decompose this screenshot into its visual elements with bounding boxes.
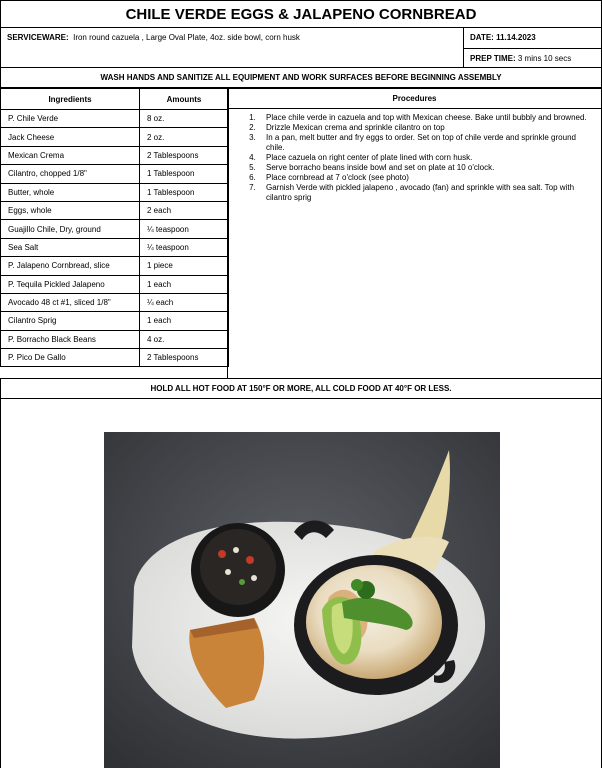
ingredient-name: P. Pico De Gallo bbox=[1, 349, 140, 367]
date-box bbox=[463, 28, 602, 68]
procedure-step: 7. Garnish Verde with pickled jalapeno , avocado (fan) and sprinkle with sea salt. Top with cilantro sprig bbox=[258, 183, 593, 203]
ingredient-amount: 1 piece bbox=[140, 257, 229, 275]
date: DATE: 11.14.2023 bbox=[470, 33, 536, 42]
pico-piece bbox=[246, 556, 254, 564]
ingredient-row bbox=[1, 275, 229, 293]
ingredient-amount: 2 Tablespoons bbox=[140, 349, 229, 367]
procedure-step: 1. Place chile verde in cazuela and top with Mexican cheese. Bake until bubbly and browned. bbox=[258, 113, 593, 123]
cheese-crumb bbox=[233, 547, 239, 553]
ingredient-row bbox=[1, 330, 229, 348]
ingredient-row bbox=[1, 183, 229, 201]
ingredient-amount: ¼ each bbox=[140, 293, 229, 311]
dish-photo bbox=[104, 432, 500, 768]
ingredients-header-row bbox=[1, 89, 229, 110]
ingredient-amount: 1 each bbox=[140, 312, 229, 330]
cheese-crumb bbox=[225, 569, 231, 575]
ingredient-name: Jack Cheese bbox=[1, 128, 140, 146]
procedure-step: 2. Drizzle Mexican crema and sprinkle cilantro on top bbox=[258, 123, 593, 133]
ingredient-amount: ¼ teaspoon bbox=[140, 238, 229, 256]
prep-time bbox=[464, 48, 602, 63]
ingredients-table bbox=[0, 88, 229, 367]
ingredient-amount: 2 Tablespoons bbox=[140, 146, 229, 164]
pico-piece bbox=[218, 550, 226, 558]
serviceware bbox=[7, 33, 300, 42]
ingredient-row bbox=[1, 312, 229, 330]
ingredient-row bbox=[1, 110, 229, 128]
ingredient-row bbox=[1, 238, 229, 256]
ingredient-name: P. Borracho Black Beans bbox=[1, 330, 140, 348]
procedure-step: 5. Serve borracho beans inside bowl and set on plate at 10 o'clock. bbox=[258, 163, 593, 173]
ingredients-header: Ingredients bbox=[1, 89, 140, 110]
prep-time-value: 3 mins 10 secs bbox=[517, 54, 572, 63]
ingredient-row bbox=[1, 201, 229, 219]
ingredient-row bbox=[1, 349, 229, 367]
procedure-step: 4. Place cazuela on right center of plate lined with corn husk. bbox=[258, 153, 593, 163]
ingredient-name: P. Jalapeno Cornbread, slice bbox=[1, 257, 140, 275]
ingredient-name: Eggs, whole bbox=[1, 201, 140, 219]
serviceware-value: Iron round cazuela , Large Oval Plate, 4oz. side bowl, corn husk bbox=[73, 33, 300, 42]
ingredient-amount: 8 oz. bbox=[140, 110, 229, 128]
ingredient-amount: 1 each bbox=[140, 275, 229, 293]
ingredient-name: Sea Salt bbox=[1, 238, 140, 256]
cilantro-bit bbox=[239, 579, 245, 585]
ingredient-amount: 2 oz. bbox=[140, 128, 229, 146]
procedure-step: 6. Place cornbread at 7 o'clock (see photo) bbox=[258, 173, 593, 183]
ingredient-row bbox=[1, 257, 229, 275]
procedure-step: 3. In a pan, melt butter and fry eggs to order. Set on top of chile verde and sprinkle ground chile. bbox=[258, 133, 593, 153]
ingredient-amount: 1 Tablespoon bbox=[140, 183, 229, 201]
wash-notice: WASH HANDS AND SANITIZE ALL EQUIPMENT AND WORK SURFACES BEFORE BEGINNING ASSEMBLY bbox=[0, 67, 602, 88]
procedures-panel bbox=[227, 108, 602, 379]
ingredient-name: Avocado 48 ct #1, sliced 1/8" bbox=[1, 293, 140, 311]
ingredient-name: Mexican Crema bbox=[1, 146, 140, 164]
ingredient-amount: 2 each bbox=[140, 201, 229, 219]
ingredient-name: Guajillo Chile, Dry, ground bbox=[1, 220, 140, 238]
ingredient-name: Cilantro Sprig bbox=[1, 312, 140, 330]
hold-notice: HOLD ALL HOT FOOD AT 150°F OR MORE, ALL COLD FOOD AT 40°F OR LESS. bbox=[0, 378, 602, 399]
ingredient-row bbox=[1, 146, 229, 164]
ingredient-row bbox=[1, 293, 229, 311]
procedures-list bbox=[228, 108, 601, 203]
ingredient-name: Butter, whole bbox=[1, 183, 140, 201]
cheese-crumb bbox=[251, 575, 257, 581]
ingredient-amount: 4 oz. bbox=[140, 330, 229, 348]
ingredient-amount: ¼ teaspoon bbox=[140, 220, 229, 238]
ingredients-body bbox=[1, 110, 229, 367]
procedures-header: Procedures bbox=[227, 88, 602, 109]
ingredient-name: P. Tequila Pickled Jalapeno bbox=[1, 275, 140, 293]
cilantro-leaf bbox=[351, 579, 363, 591]
prep-time-label: PREP TIME: bbox=[470, 54, 516, 63]
ingredient-row bbox=[1, 220, 229, 238]
amounts-header: Amounts bbox=[140, 89, 229, 110]
ingredient-name: P. Chile Verde bbox=[1, 110, 140, 128]
recipe-title: CHILE VERDE EGGS & JALAPENO CORNBREAD bbox=[0, 0, 602, 28]
info-row bbox=[0, 27, 602, 68]
ingredient-name: Cilantro, chopped 1/8" bbox=[1, 165, 140, 183]
ingredient-row bbox=[1, 165, 229, 183]
ingredient-row bbox=[1, 128, 229, 146]
serviceware-label: SERVICEWARE: bbox=[7, 33, 69, 42]
ingredient-amount: 1 Tablespoon bbox=[140, 165, 229, 183]
black-beans bbox=[200, 529, 276, 605]
